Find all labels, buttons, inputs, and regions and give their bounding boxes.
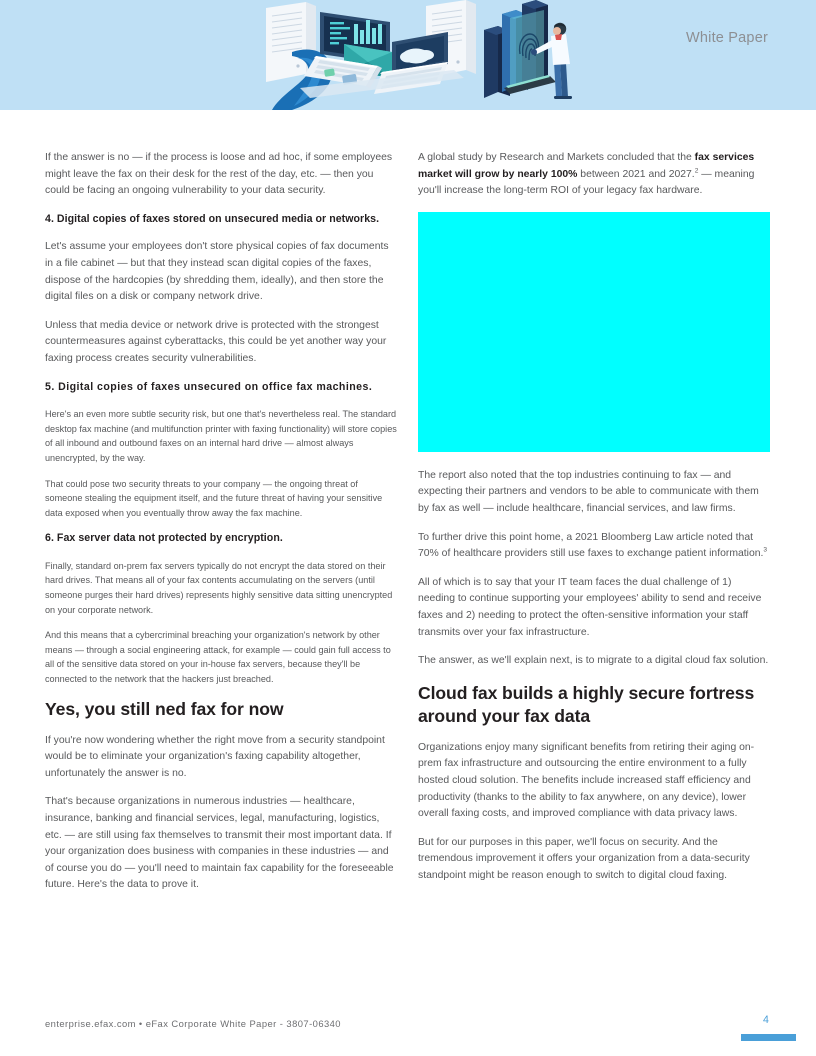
paragraph-text: To further drive this point home, a 2021 Bloomberg Law article noted that 70% of healthcare providers still use faxes to exchange patient information. [418, 531, 764, 560]
paragraph-bold-emphasis: fax services market will grow by nearly 100% [418, 152, 755, 180]
isometric-office-technology-illustration [258, 0, 578, 110]
section-heading-still-need-fax: Yes, you still ned fax for now [45, 698, 284, 719]
paragraph: All of which is to say that your IT team faces the dual challenge of 1) needing to continue supporting your employees' ability to send and receive faxes and 2) needing to protect the often-sensitive information your staff transmits over your fax infrastructure. [418, 576, 762, 638]
subheading-5: 5. Digital copies of faxes unsecured on office fax machines. [45, 380, 373, 393]
subheading-4: 4. Digital copies of faxes stored on unsecured media or networks. [45, 212, 380, 225]
paragraph: That's because organizations in numerous industries — healthcare, insurance, banking and financial services, legal, manufacturing, logistics, etc. — are still using fax themselves to transmit their most important data. If your organization does business with companies in these industries — and of course you do — you'll need to maintain fax capability for the foreseeable future. Here's the data to prove it. [45, 796, 394, 891]
section-heading-cloud-fax-fortress: Cloud fax builds a highly secure fortress around your fax data [418, 682, 755, 726]
paragraph: If the answer is no — if the process is loose and ad hoc, if some employees might leave the fax on their desk for the rest of the day, etc. — then you could be facing an ongoing vulnerability to your data security. [45, 152, 393, 197]
footnote-ref: 2 [694, 167, 699, 175]
paragraph: Here's an even more subtle security risk, but one that's nevertheless real. The standard desktop fax machine (and multifunction printer with faxing functionality) will store copies of all inbound and outbound faxes on an internal hard drive — almost always unencrypted, by the way. [45, 409, 397, 463]
footer-source-line: enterprise.efax.com • eFax Corporate White Paper - 3807-06340 [45, 1018, 341, 1029]
header-label: White Paper [686, 30, 768, 46]
footer [0, 1000, 816, 1056]
footnote-ref: 3 [763, 546, 768, 554]
paragraph: Unless that media device or network drive is protected with the strongest countermeasures against cyberattacks, this could be yet another way your faxing process creates security vulnerabilities. [45, 319, 387, 364]
paragraph: Let's assume your employees don't store physical copies of fax documents in a file cabinet — but that they instead scan digital copies of the faxes, dispose of the hardcopies (by shredding them, ideally), and then store the digital files on a disk or company network drive. [45, 241, 389, 303]
left-column [45, 150, 397, 906]
header-band [0, 0, 816, 110]
paragraph: Finally, standard on-prem fax servers typically do not encrypt the data stored on their hard drives. That means all of your fax contents accumulating on the servers (until someone purges their hard drives) represents highly sensitive data sitting unencrypted on your corporate network. [45, 560, 393, 615]
page-accent-bar [741, 1034, 796, 1041]
paragraph-tail: — meaning you'll increase the long-term ROI of your legacy fax hardware. [418, 168, 755, 197]
paragraph: But for our purposes in this paper, we'll focus on security. And the tremendous improvement it offers your organization from a data-security standpoint might be reason enough to switch to digital cloud faxing. [418, 836, 750, 881]
paragraph: That could pose two security threats to your company — the ongoing threat of someone stealing the equipment itself, and the future threat of having your sensitive data exposed when you eventually throw away the fax machine. [45, 478, 383, 518]
paragraph-bloomberg [418, 530, 770, 563]
paragraph: The answer, as we'll explain next, is to migrate to a digital cloud fax solution. [418, 655, 769, 667]
paragraph-after: between 2021 and 2027. [577, 168, 695, 180]
page-number: 4 [763, 1014, 769, 1026]
paragraph-market-study [418, 150, 770, 200]
paragraph: And this means that a cybercriminal breaching your organization's network by other means — through a social engineering attack, for example — could gain full access to all of the sensitive data stored on your in-house fax servers, because they'll be connected to the network that the hackers just breached. [45, 630, 391, 685]
right-column [418, 150, 770, 896]
subheading-6: 6. Fax server data not protected by encryption. [45, 532, 283, 545]
chart-image-placeholder [418, 212, 770, 452]
paragraph-lead: A global study by Research and Markets concluded that the [418, 152, 695, 163]
content-area [0, 110, 816, 1000]
paragraph: Organizations enjoy many significant benefits from retiring their aging on-prem fax infrastructure and outsourcing the entire environment to a fully hosted cloud solution. The benefits include increased staff efficiency and productivity (thanks to the ability to fax anywhere, on any device), lower overall faxing costs, and improved compliance with data privacy laws. [418, 741, 755, 820]
paragraph: The report also noted that the top industries continuing to fax — and expecting their partners and vendors to be able to communicate with them by fax as well — include healthcare, financial services, and law firms. [418, 469, 759, 514]
paragraph: If you're now wondering whether the right move from a security standpoint would be to eliminate your organization's faxing capability altogether, unfortunately the answer is no. [45, 734, 385, 779]
